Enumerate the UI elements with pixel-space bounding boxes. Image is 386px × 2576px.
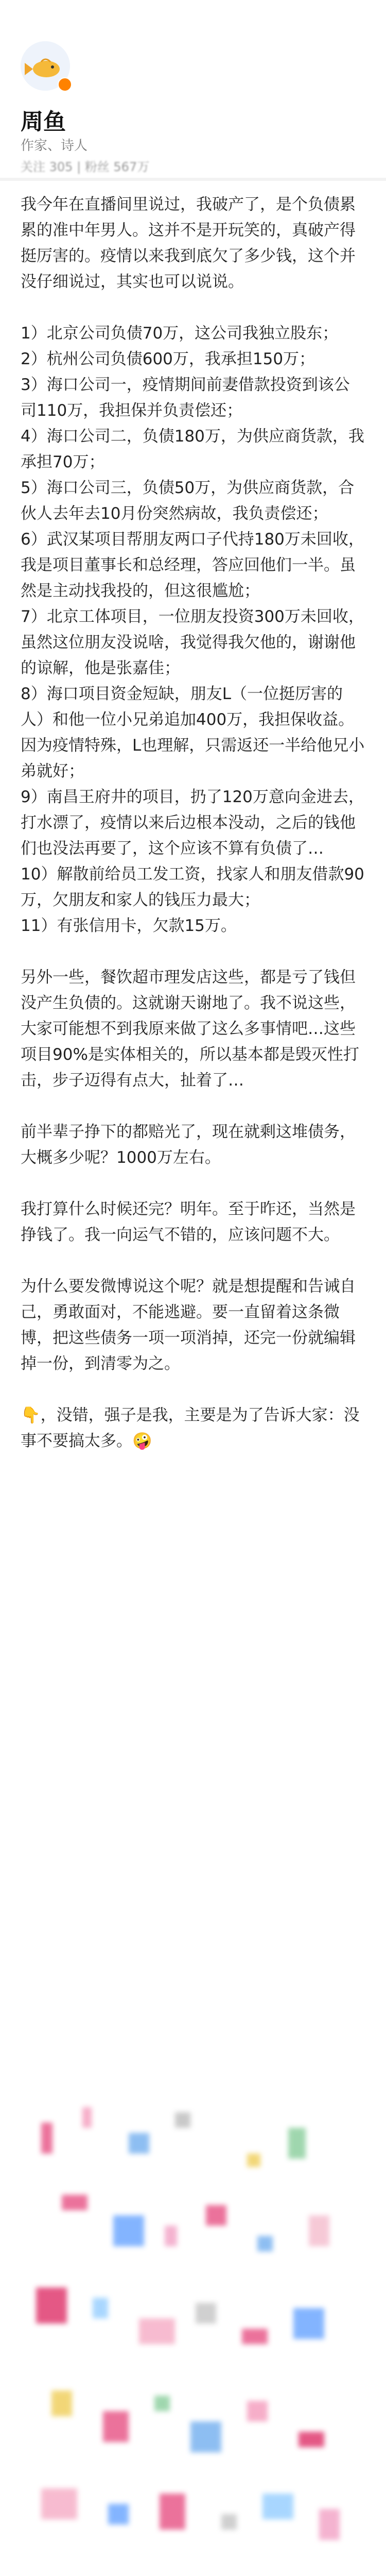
profile-stats[interactable]: 关注 305 | 粉丝 567万: [21, 160, 150, 174]
closing-text: ，没错，强子是我，主要是为了告诉大家：没事不要搞太多。: [21, 1406, 360, 1450]
debt-item: 1）北京公司负债70万，这公司我独立股东；: [21, 324, 339, 343]
debt-item: 11）有张信用卡，欠款15万。: [21, 917, 237, 935]
post-paragraph: 为什么要发微博说这个呢？就是想提醒和告诫自己，勇敢面对，不能逃避。要一直留着这条微博，把这些债务一项一项消掉，还完一份就编辑掉一份，到清零为之。: [21, 1277, 356, 1373]
post-paragraph: 前半辈子挣下的都赔光了，现在就剩这堆债务，大概多少呢？1000万左右。: [21, 1123, 356, 1167]
profile-role: 作家、诗人: [21, 138, 88, 154]
debt-item: 2）杭州公司负债600万，我承担150万；: [21, 350, 315, 368]
debt-item: 6）武汉某项目帮朋友两口子代持180万未回收，我是项目董事长和总经理，答应回他们一半。虽然是主动找我投的，但这很尴尬；: [21, 530, 364, 600]
debt-item: 9）南昌王府井的项目，扔了120万意向金进去，打水漂了，疫情以来后边根本没动，之后的钱他们也没法再要了，这个应该不算有负债了…: [21, 788, 364, 858]
mosaic-image: [21, 2081, 365, 2576]
debt-list: [21, 320, 365, 939]
debt-item: 8）海口项目资金短缺，朋友L（一位挺厉害的人）和他一位小兄弟追加400万，我担保收益。因为疫情特殊，L也理解，只需返还一半给他兄小弟就好；: [21, 685, 365, 781]
profile-name: 周鱼: [21, 109, 66, 135]
debt-item: 7）北京工体项目，一位朋友投资300万未回收，虽然这位朋友没说啥，我觉得我欠他的，谢谢他的谅解，他是张嘉佳；: [21, 607, 364, 677]
post-paragraph: 另外一些，餐饮超市理发店这些，都是亏了钱但没产生负债的。这就谢天谢地了。我不说这些，大家可能想不到我原来做了这么多事情吧…这些项目90%是实体相关的，所以基本都是毁灭性打击，步子迈得有点大，扯着了…: [21, 968, 359, 1090]
post-closing: [21, 1402, 365, 1454]
pointing-down-icon: 👇: [21, 1406, 41, 1425]
debt-item: 4）海口公司二，负债180万，为供应商货款，我承担70万；: [21, 427, 364, 471]
debt-item: 5）海口公司三，负债50万，为供应商货款，合伙人去年去10月份突然病故，我负责偿还；: [21, 479, 355, 523]
verified-badge-icon: [58, 77, 72, 92]
post-body: [21, 192, 365, 1480]
blurred-image-mosaic: [21, 2081, 365, 2576]
profile-header: [0, 0, 386, 185]
post-paragraph: 我打算什么时候还完？明年。至于昨还，当然是挣钱了。我一向运气不错的，应该问题不大。: [21, 1200, 356, 1244]
post-intro: 我今年在直播间里说过，我破产了，是个负债累累的准中年男人。这并不是开玩笑的，真破产得挺厉害的。疫情以来我到底欠了多少钱，这个并没仔细说过，其实也可以说说。: [21, 195, 356, 291]
section-divider: [0, 178, 386, 181]
crazy-face-emoji-icon: 🤪: [132, 1432, 152, 1450]
debt-item: 10）解散前给员工发工资，找家人和朋友借款90万，欠朋友和家人的钱压力最大；: [21, 865, 364, 909]
debt-item: 3）海口公司一，疫情期间前妻借款投资到该公司110万，我担保并负责偿还；: [21, 376, 350, 420]
